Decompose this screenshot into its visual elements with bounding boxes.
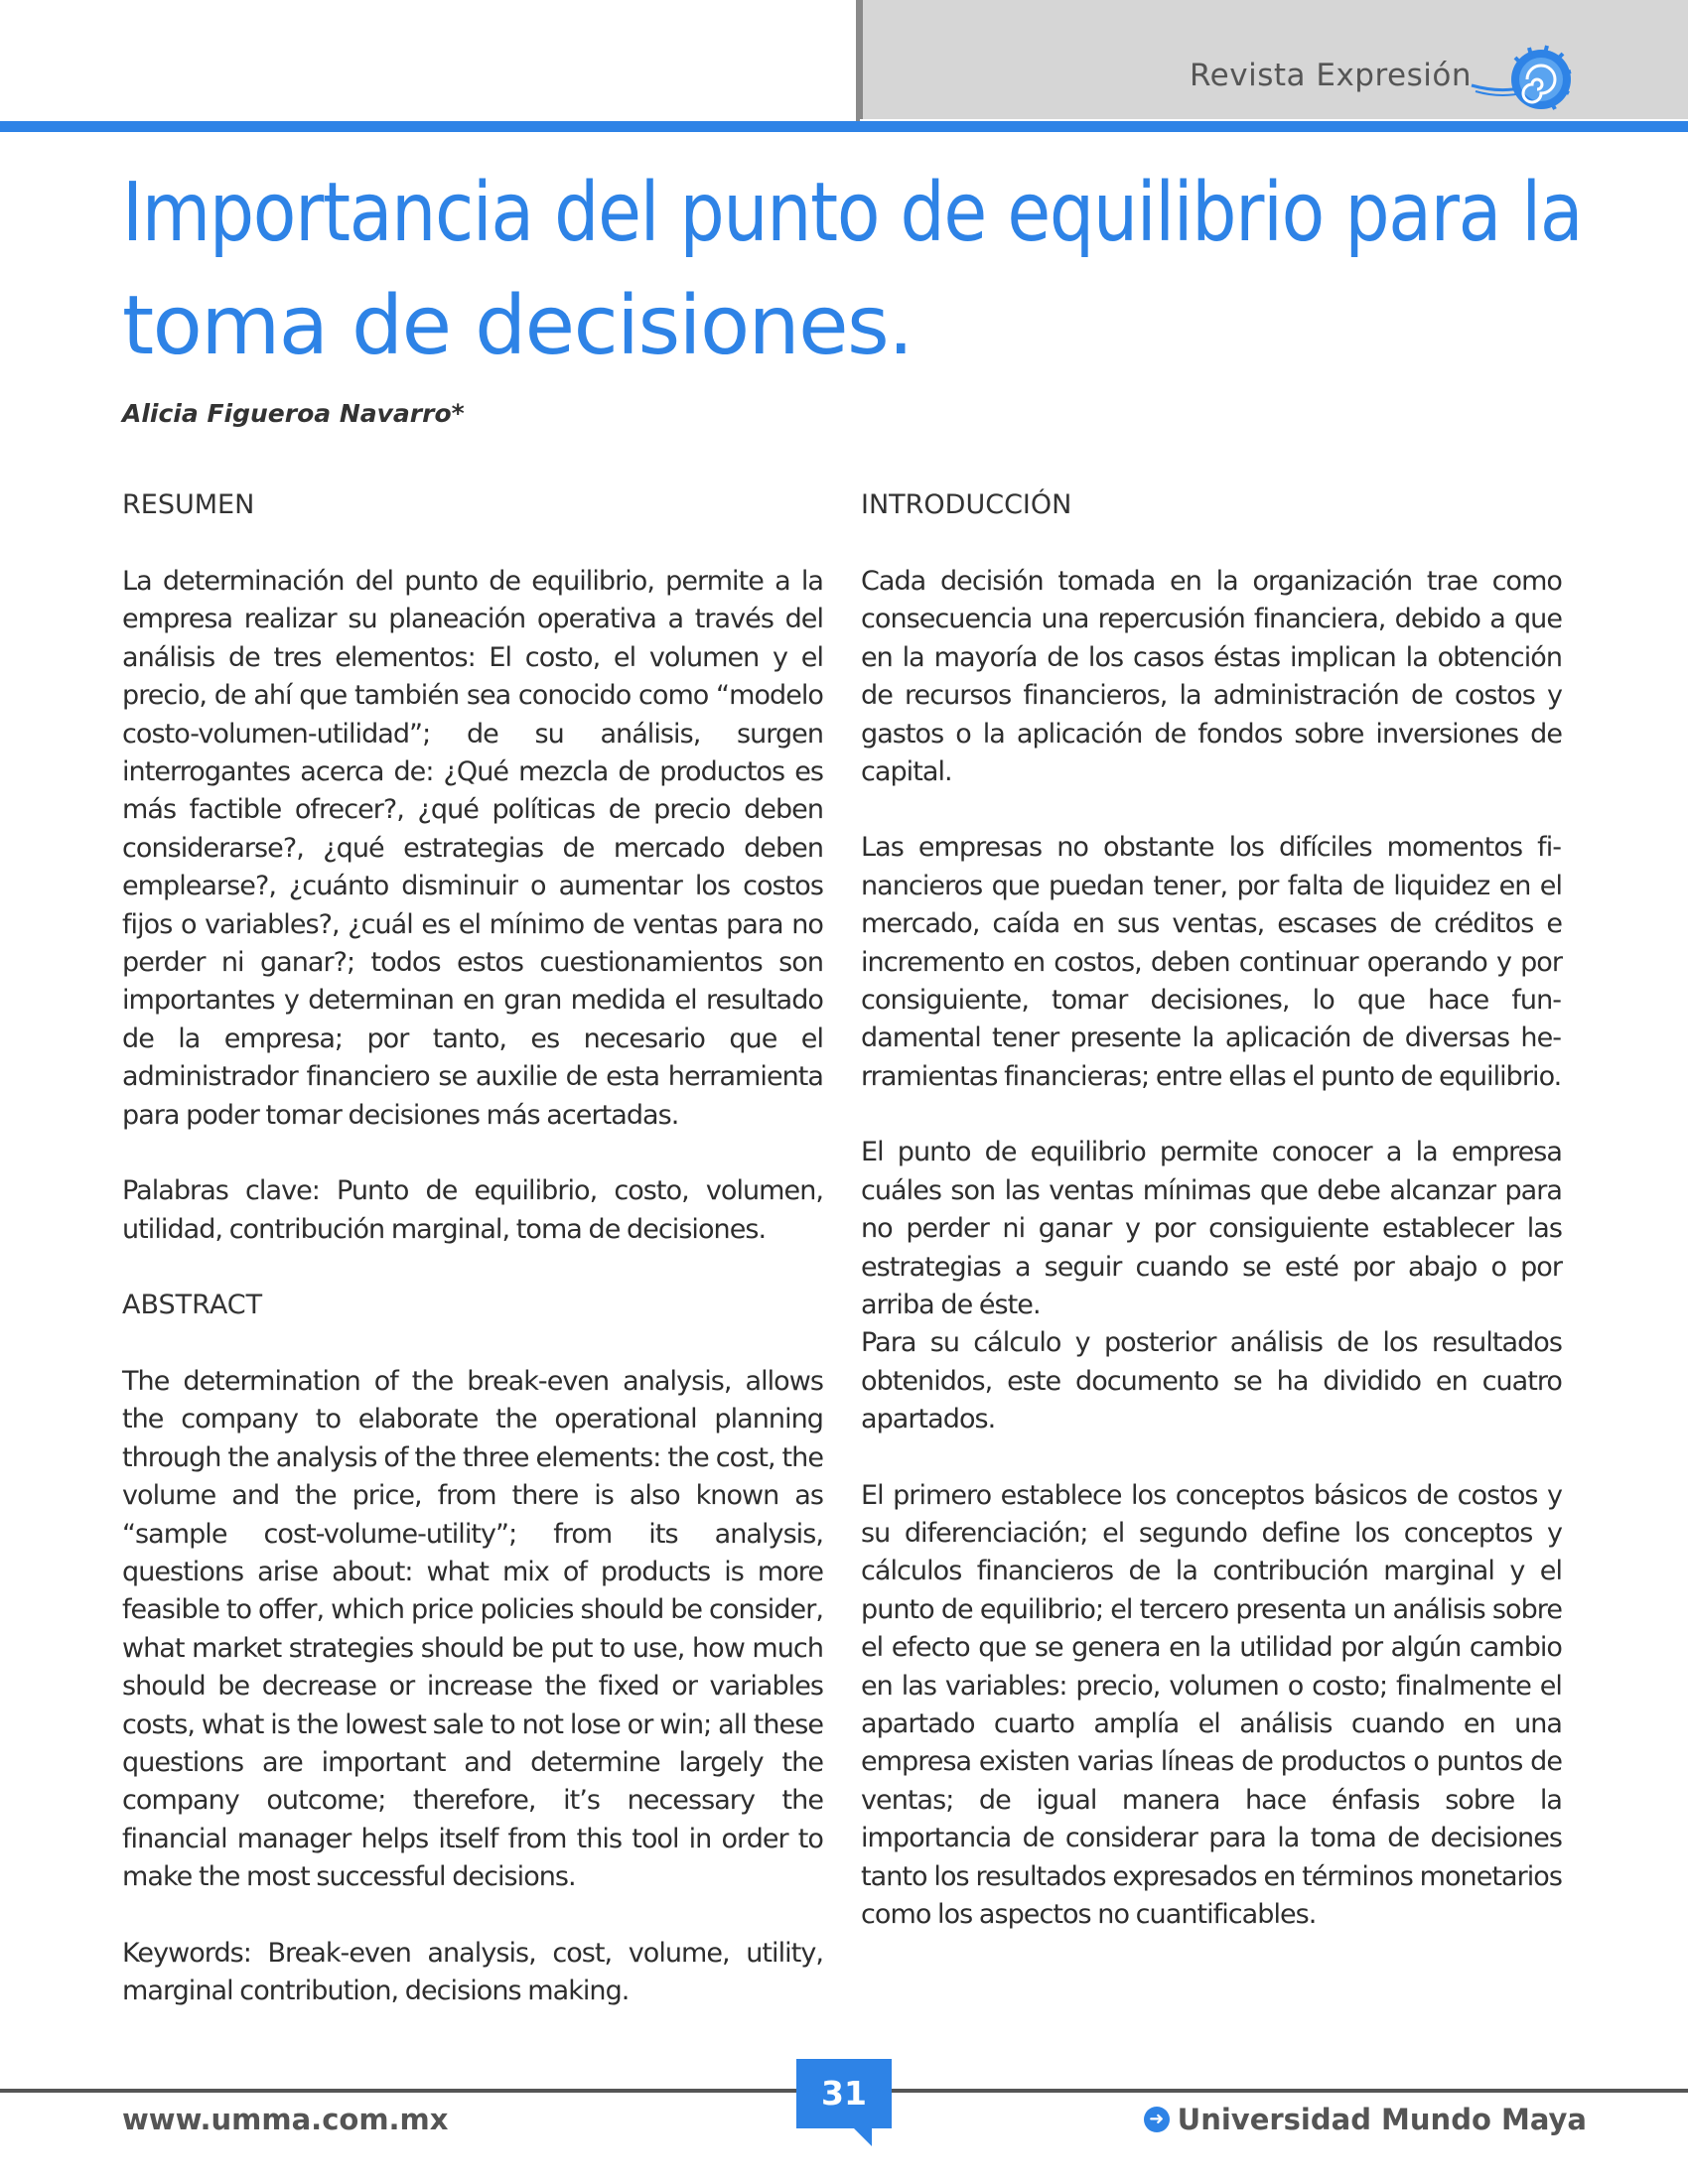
palabras-clave: Palabras clave: Punto de equilibrio, costo, volumen, utilidad, contribución marginal, toma de decisiones. [122, 1175, 823, 1245]
page-number: 31 [796, 2059, 892, 2128]
university-name: Universidad Mundo Maya [1177, 2103, 1587, 2136]
resumen-heading: RESUMEN [122, 489, 255, 520]
intro-paragraph-2: Las empresas no obstante los difíciles momentos financieros que puedan tener, por falta de liquidez en el mercado, caída en sus ventas, escases de créditos e incremento en costos, deben continuar operando y por consiguiente, tomar decisiones, lo que hace fundamental tener presente la aplicación de diversas herramientas financieras; entre ellas el punto de equilibrio. [861, 832, 1562, 1092]
resumen-paragraph: La determinación del punto de equilibrio, permite a la empresa realizar su planeación operativa a través del análisis de tres elementos: El costo, el volumen y el precio, de ahí que también sea conocido como “modelo costo-volumen-utilidad”; de su análisis, surgen interrogantes acerca de: ¿Qué mezcla de productos es más factible ofrecer?, ¿qué políticas de precio deben considerarse?, ¿qué estrategias de mercado deben emplearse?, ¿cuánto disminuir o aumentar los costos fijos o variables?, ¿cuál es el mínimo de ventas para no perder ni ganar?; todos estos cuestionamientos son importantes y determinan en gran medida el resultado de la empresa; por tanto, es necesario que el administrador financiero se auxilie de esta herramienta para poder tomar decisiones más acertadas. [122, 566, 823, 1131]
keywords: Keywords: Break-even analysis, cost, volume, utility, marginal contribution, decisions making. [122, 1937, 823, 2006]
author-name: Alicia Figueroa Navarro* [122, 399, 465, 428]
journal-name: Revista Expresión [1190, 58, 1472, 93]
spiral-shell-icon [1470, 42, 1575, 115]
footer-university [1144, 2103, 1587, 2136]
right-column [861, 486, 1562, 1934]
intro-paragraph-5: El primero establece los conceptos básicos de costos y su diferenciación; el segundo define los conceptos y cálculos financieros de la contribución marginal y el punto de equilibrio; el tercero presenta un análisis sobre el efecto que se genera en la utilidad por algún cambio en las variables: precio, volumen o costo; finalmente el apartado cuarto amplía el análisis cuando en una empresa existen varias líneas de productos o puntos de ventas; de igual manera hace énfasis sobre la importancia de considerar para la toma de decisiones tanto los resultados expresados en términos monetarios como los aspectos no cuantificables. [861, 1479, 1562, 1930]
title-line-2: toma de decisiones. [122, 279, 913, 373]
footer-url: www.umma.com.mx [122, 2103, 449, 2136]
article-title [122, 157, 1592, 383]
title-line-1: Importancia del punto de equilibrio para la [122, 166, 1583, 260]
intro-paragraph-4: Para su cálculo y posterior análisis de los resultados obtenidos, este documento se ha dividido en cuatro apartados. [861, 1327, 1562, 1435]
intro-paragraph-3: El punto de equilibrio permite conocer a la empresa cuáles son las ventas mínimas que debe alcanzar para no perder ni ganar y por consiguiente establecer las estrategias a seguir cuando se esté por abajo o por arriba de éste. [861, 1137, 1562, 1320]
intro-paragraph-1: Cada decisión tomada en la organización trae como consecuencia una repercusión financiera, debido a que en la mayoría de los casos éstas implican la obtención de recursos financieros, la administración de costos y gastos o la aplicación de fondos sobre inversiones de capital. [861, 566, 1562, 788]
abstract-heading: ABSTRACT [122, 1289, 263, 1320]
arrow-circle-icon: ➜ [1144, 2107, 1170, 2132]
abstract-paragraph: The determination of the break-even analysis, allows the company to elaborate the operational planning through the analysis of the three elements: the cost, the volume and the price, from there is also known as “sample cost-volume-utility”; from its analysis, questions arise about: what mix of products is more feasible to offer, which price policies should be consider, what market strategies should be put to use, how much should be decrease or increase the fixed or variables costs, what is the lowest sale to not lose or win; all these questions are important and determine largely the company outcome; therefore, it’s necessary the financial manager helps itself from this tool in order to make the most successful decisions. [122, 1365, 823, 1893]
introduccion-heading: INTRODUCCIÓN [861, 489, 1072, 520]
header-divider [856, 0, 860, 121]
header-accent-line [0, 121, 1688, 132]
page-number-tail [852, 2126, 872, 2146]
left-column [122, 486, 823, 2010]
